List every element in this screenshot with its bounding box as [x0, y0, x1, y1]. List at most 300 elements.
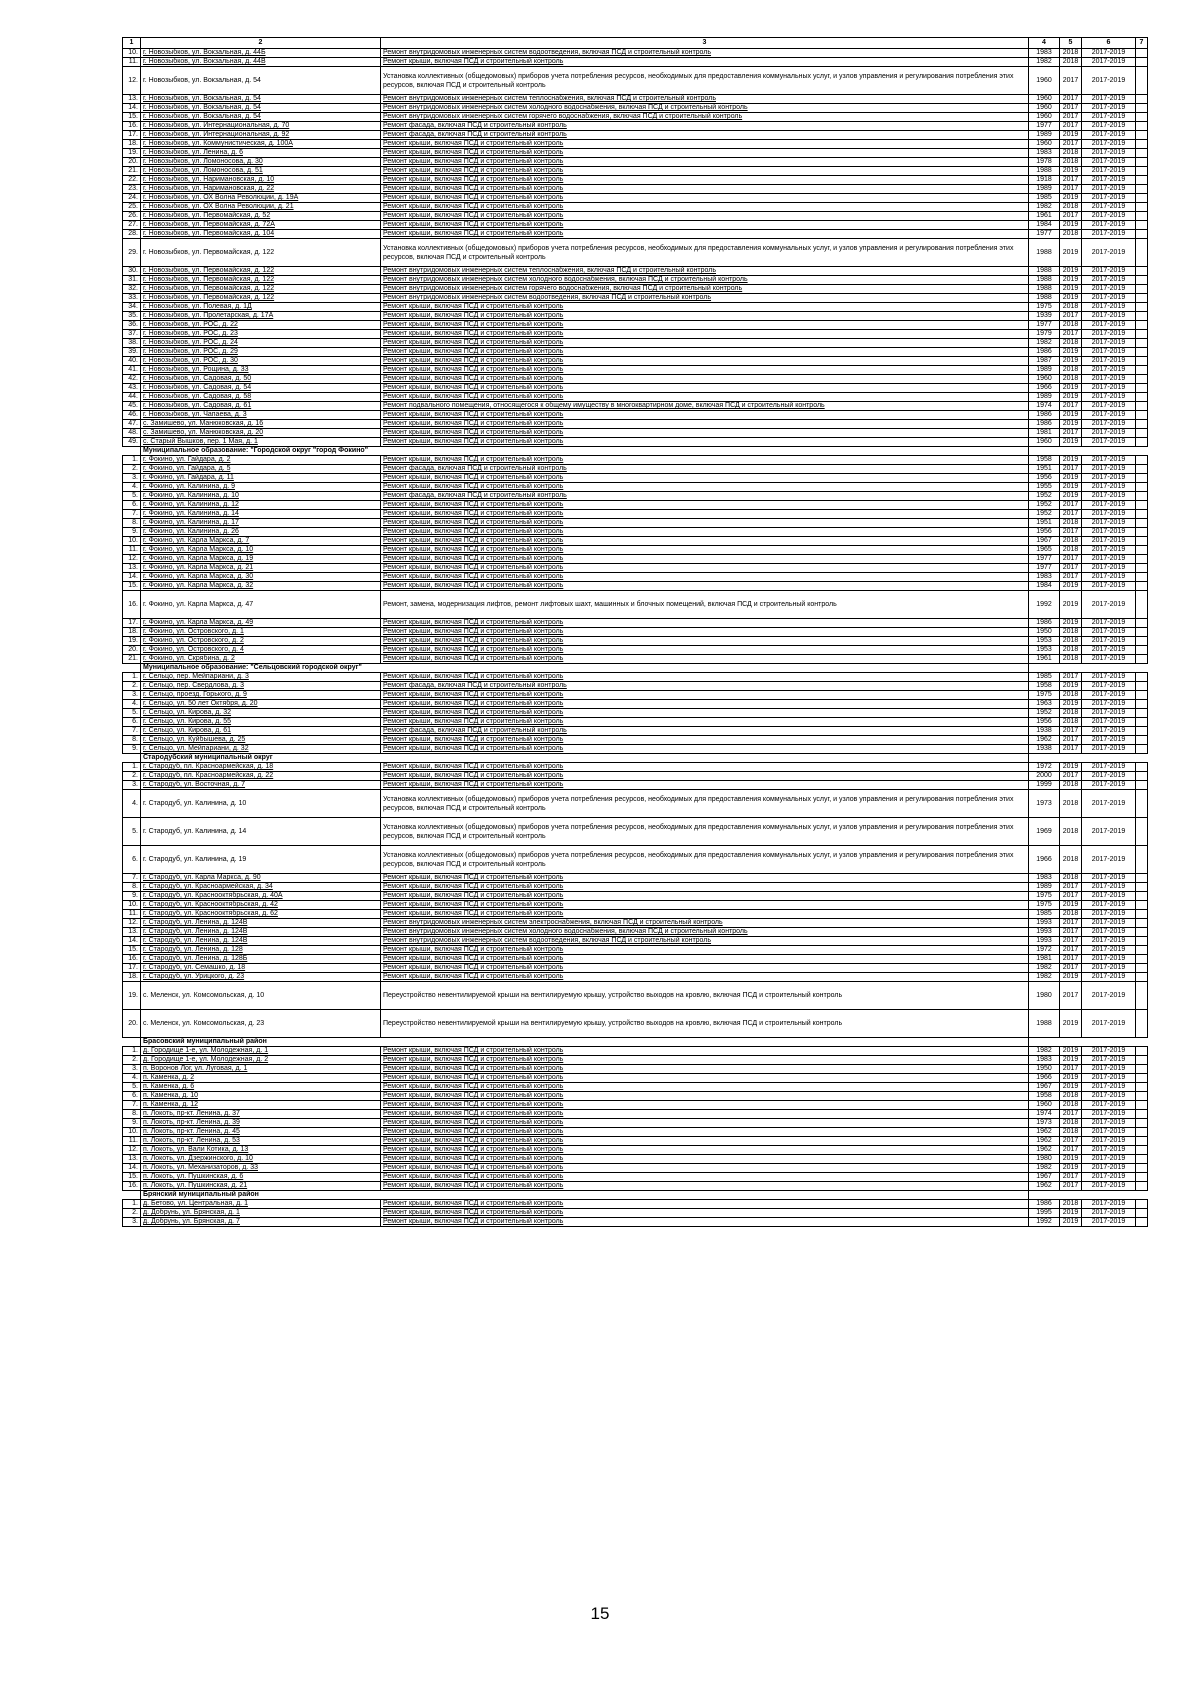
table-row — [123, 537, 1148, 546]
plan-year-cell: 2017 — [1060, 95, 1082, 104]
period-cell: 2017-2019 — [1082, 203, 1136, 212]
period-cell: 2017-2019 — [1082, 964, 1136, 973]
period-cell: 2017-2019 — [1082, 411, 1136, 420]
plan-year-cell: 2017 — [1060, 982, 1082, 1010]
build-year-cell: 1975 — [1029, 303, 1060, 312]
build-year-cell: 1988 — [1029, 285, 1060, 294]
empty-cell — [1136, 537, 1148, 546]
table-row — [123, 582, 1148, 591]
address-cell: г. Новозыбков, ул. ОХ Волна Революции, д. 21 — [141, 203, 381, 212]
empty-cell — [1136, 285, 1148, 294]
row-number: 14. — [123, 937, 141, 946]
period-cell: 2017-2019 — [1082, 501, 1136, 510]
work-type-cell: Ремонт крыши, включая ПСД и строительный контроль — [381, 1137, 1029, 1146]
work-type-cell: Установка коллективных (общедомовых) приборов учета потребления ресурсов, необходимых для предоставления коммунальных услуг, и узлов управления и регулирования потребления этих ресурсов, включая ПСД и строительный контроль — [381, 790, 1029, 818]
period-cell: 2017-2019 — [1082, 185, 1136, 194]
address-cell: г. Стародуб, ул. Краснооктябрьская, д. 42 — [141, 901, 381, 910]
table-row — [123, 122, 1148, 131]
row-number: 23. — [123, 185, 141, 194]
build-year-cell: 1988 — [1029, 239, 1060, 267]
address-cell: п. Локоть, пр-кт. Ленина, д. 45 — [141, 1128, 381, 1137]
work-type-cell: Ремонт крыши, включая ПСД и строительный контроль — [381, 555, 1029, 564]
empty-cell — [1136, 528, 1148, 537]
table-row — [123, 158, 1148, 167]
address-cell: г. Сельцо, ул. Кирова, д. 55 — [141, 718, 381, 727]
address-cell: г. Новозыбков, ул. Первомайская, д. 52 — [141, 212, 381, 221]
table-row — [123, 1101, 1148, 1110]
address-cell: г. Новозыбков, ул. Первомайская, д. 122 — [141, 294, 381, 303]
address-cell: г. Новозыбков, ул. Наримановская, д. 10 — [141, 176, 381, 185]
row-number: 5. — [123, 1083, 141, 1092]
empty-cell — [1136, 167, 1148, 176]
work-type-cell: Ремонт крыши, включая ПСД и строительный контроль — [381, 303, 1029, 312]
row-number: 10. — [123, 1128, 141, 1137]
table-row — [123, 528, 1148, 537]
row-number: 17. — [123, 964, 141, 973]
plan-year-cell: 2017 — [1060, 140, 1082, 149]
address-cell: г. Новозыбков, ул. ОХ Волна Революции, д. 19А — [141, 194, 381, 203]
build-year-cell: 1983 — [1029, 149, 1060, 158]
period-cell: 2017-2019 — [1082, 763, 1136, 772]
period-cell: 2017-2019 — [1082, 366, 1136, 375]
address-cell: г. Новозыбков, ул. Первомайская, д. 72А — [141, 221, 381, 230]
build-year-cell: 1984 — [1029, 582, 1060, 591]
empty-cell — [1136, 846, 1148, 874]
row-number: 7. — [123, 727, 141, 736]
build-year-cell: 1967 — [1029, 1173, 1060, 1182]
table-row — [123, 1074, 1148, 1083]
address-cell: г. Новозыбков, ул. Первомайская, д. 104 — [141, 230, 381, 239]
period-cell: 2017-2019 — [1082, 483, 1136, 492]
table-row — [123, 420, 1148, 429]
period-cell: 2017-2019 — [1082, 727, 1136, 736]
row-number: 20. — [123, 158, 141, 167]
table-row — [123, 176, 1148, 185]
plan-year-cell: 2017 — [1060, 1110, 1082, 1119]
build-year-cell: 1961 — [1029, 655, 1060, 664]
row-number: 16. — [123, 1182, 141, 1191]
plan-year-cell: 2018 — [1060, 1200, 1082, 1209]
table-row — [123, 736, 1148, 745]
plan-year-cell: 2018 — [1060, 818, 1082, 846]
row-number: 48. — [123, 429, 141, 438]
plan-year-cell: 2018 — [1060, 230, 1082, 239]
build-year-cell: 1981 — [1029, 955, 1060, 964]
address-cell: г. Фокино, ул. Карла Маркса, д. 32 — [141, 582, 381, 591]
empty-cell — [1136, 474, 1148, 483]
table-row — [123, 330, 1148, 339]
period-cell: 2017-2019 — [1082, 194, 1136, 203]
build-year-cell: 1983 — [1029, 1056, 1060, 1065]
address-cell: п. Локоть, ул. Пушкинская, д. 21 — [141, 1182, 381, 1191]
empty-cell — [1136, 883, 1148, 892]
address-cell: г. Стародуб, ул. Ленина, д. 124В — [141, 937, 381, 946]
table-row — [123, 492, 1148, 501]
period-cell: 2017-2019 — [1082, 267, 1136, 276]
empty-cell — [1136, 973, 1148, 982]
period-cell: 2017-2019 — [1082, 901, 1136, 910]
address-cell: г. Стародуб, пл. Красноармейская, д. 22 — [141, 772, 381, 781]
period-cell: 2017-2019 — [1082, 438, 1136, 447]
row-number: 16. — [123, 122, 141, 131]
row-number: 38. — [123, 339, 141, 348]
address-cell: г. Новозыбков, ул. Вокзальная, д. 54 — [141, 113, 381, 122]
work-type-cell: Ремонт фасада, включая ПСД и строительный контроль — [381, 682, 1029, 691]
section-title: Брасовский муниципальный район — [141, 1038, 1029, 1047]
address-cell: г. Фокино, ул. Скрябина, д. 2 — [141, 655, 381, 664]
build-year-cell: 1960 — [1029, 375, 1060, 384]
table-row — [123, 221, 1148, 230]
work-type-cell: Ремонт крыши, включая ПСД и строительный контроль — [381, 510, 1029, 519]
table-row — [123, 964, 1148, 973]
build-year-cell: 1986 — [1029, 1200, 1060, 1209]
address-cell: г. Новозыбков, ул. Ленина, д. 6 — [141, 149, 381, 158]
empty-cell — [1136, 564, 1148, 573]
build-year-cell: 2000 — [1029, 772, 1060, 781]
empty-cell — [1136, 628, 1148, 637]
period-cell: 2017-2019 — [1082, 745, 1136, 754]
row-number: 13. — [123, 95, 141, 104]
row-number: 28. — [123, 230, 141, 239]
plan-year-cell: 2019 — [1060, 239, 1082, 267]
period-cell: 2017-2019 — [1082, 1182, 1136, 1191]
work-type-cell: Установка коллективных (общедомовых) приборов учета потребления ресурсов, необходимых для предоставления коммунальных услуг, и узлов управления и регулирования потребления этих ресурсов, включая ПСД и строительный контроль — [381, 846, 1029, 874]
period-cell: 2017-2019 — [1082, 790, 1136, 818]
period-cell: 2017-2019 — [1082, 682, 1136, 691]
build-year-cell: 1979 — [1029, 330, 1060, 339]
address-cell: г. Фокино, ул. Калинина, д. 26 — [141, 528, 381, 537]
row-number: 1. — [123, 1047, 141, 1056]
header-cell: 5 — [1060, 38, 1082, 49]
plan-year-cell: 2017 — [1060, 928, 1082, 937]
period-cell: 2017-2019 — [1082, 276, 1136, 285]
plan-year-cell: 2018 — [1060, 519, 1082, 528]
table-row — [123, 366, 1148, 375]
address-cell: г. Новозыбков, ул. Интернациональная, д. 92 — [141, 131, 381, 140]
build-year-cell: 1980 — [1029, 1155, 1060, 1164]
table-row — [123, 483, 1148, 492]
work-type-cell: Ремонт крыши, включая ПСД и строительный контроль — [381, 158, 1029, 167]
row-number: 24. — [123, 194, 141, 203]
period-cell: 2017-2019 — [1082, 465, 1136, 474]
table-row — [123, 49, 1148, 58]
plan-year-cell: 2017 — [1060, 555, 1082, 564]
plan-year-cell: 2019 — [1060, 763, 1082, 772]
table-row — [123, 982, 1148, 1010]
work-type-cell: Ремонт крыши, включая ПСД и строительный контроль — [381, 700, 1029, 709]
header-cell: 4 — [1029, 38, 1060, 49]
work-type-cell: Ремонт крыши, включая ПСД и строительный контроль — [381, 212, 1029, 221]
plan-year-cell: 2017 — [1060, 429, 1082, 438]
empty-cell — [1136, 303, 1148, 312]
row-number: 9. — [123, 528, 141, 537]
work-type-cell: Ремонт крыши, включая ПСД и строительный контроль — [381, 474, 1029, 483]
table-row — [123, 772, 1148, 781]
plan-year-cell: 2017 — [1060, 104, 1082, 113]
table-row — [123, 294, 1148, 303]
plan-year-cell: 2018 — [1060, 303, 1082, 312]
period-cell: 2017-2019 — [1082, 718, 1136, 727]
plan-year-cell: 2019 — [1060, 1083, 1082, 1092]
work-type-cell: Ремонт фасада, включая ПСД и строительный контроль — [381, 131, 1029, 140]
empty-cell — [1136, 1101, 1148, 1110]
work-type-cell: Ремонт внутридомовых инженерных систем холодного водоснабжения, включая ПСД и строительный контроль — [381, 104, 1029, 113]
table-row — [123, 519, 1148, 528]
period-cell: 2017-2019 — [1082, 709, 1136, 718]
empty-cell — [1136, 1010, 1148, 1038]
work-type-cell: Ремонт крыши, включая ПСД и строительный контроль — [381, 393, 1029, 402]
empty-cell — [1136, 1137, 1148, 1146]
build-year-cell: 1939 — [1029, 312, 1060, 321]
build-year-cell: 1978 — [1029, 158, 1060, 167]
build-year-cell: 1938 — [1029, 727, 1060, 736]
empty-cell — [1136, 176, 1148, 185]
period-cell: 2017-2019 — [1082, 1137, 1136, 1146]
table-row — [123, 700, 1148, 709]
plan-year-cell: 2019 — [1060, 411, 1082, 420]
row-number: 16. — [123, 955, 141, 964]
work-type-cell: Ремонт внутридомовых инженерных систем холодного водоснабжения, включая ПСД и строительный контроль — [381, 276, 1029, 285]
plan-year-cell: 2017 — [1060, 528, 1082, 537]
row-number: 16. — [123, 591, 141, 619]
address-cell: г. Новозыбков, ул. Полевая, д. 1Д — [141, 303, 381, 312]
table-row — [123, 113, 1148, 122]
section-spacer-cell — [1029, 447, 1148, 456]
period-cell: 2017-2019 — [1082, 474, 1136, 483]
period-cell: 2017-2019 — [1082, 564, 1136, 573]
work-type-cell: Ремонт крыши, включая ПСД и строительный контроль — [381, 230, 1029, 239]
table-row — [123, 1010, 1148, 1038]
period-cell: 2017-2019 — [1082, 140, 1136, 149]
empty-cell — [1136, 619, 1148, 628]
address-cell: г. Новозыбков, ул. Первомайская, д. 122 — [141, 276, 381, 285]
build-year-cell: 1982 — [1029, 964, 1060, 973]
period-cell: 2017-2019 — [1082, 519, 1136, 528]
build-year-cell: 1951 — [1029, 519, 1060, 528]
table-row — [123, 682, 1148, 691]
row-number: 21. — [123, 167, 141, 176]
period-cell: 2017-2019 — [1082, 928, 1136, 937]
work-type-cell: Ремонт крыши, включая ПСД и строительный контроль — [381, 1065, 1029, 1074]
table-row — [123, 646, 1148, 655]
empty-cell — [1136, 384, 1148, 393]
address-cell: д. Добрунь, ул. Брянская, д. 7 — [141, 1218, 381, 1227]
empty-cell — [1136, 230, 1148, 239]
table-row — [123, 456, 1148, 465]
table-row — [123, 919, 1148, 928]
section-spacer-cell — [123, 1191, 141, 1200]
work-type-cell: Ремонт крыши, включая ПСД и строительный контроль — [381, 564, 1029, 573]
period-cell: 2017-2019 — [1082, 1047, 1136, 1056]
plan-year-cell: 2017 — [1060, 964, 1082, 973]
table-row — [123, 591, 1148, 619]
address-cell: г. Новозыбков, ул. РОС, д. 22 — [141, 321, 381, 330]
build-year-cell: 1981 — [1029, 429, 1060, 438]
address-cell: г. Фокино, ул. Калинина, д. 14 — [141, 510, 381, 519]
build-year-cell: 1973 — [1029, 1119, 1060, 1128]
address-cell: г. Фокино, ул. Карла Маркса, д. 30 — [141, 573, 381, 582]
plan-year-cell: 2017 — [1060, 745, 1082, 754]
row-number: 14. — [123, 104, 141, 113]
empty-cell — [1136, 955, 1148, 964]
address-cell: г. Фокино, ул. Карла Маркса, д. 21 — [141, 564, 381, 573]
empty-cell — [1136, 718, 1148, 727]
plan-year-cell: 2017 — [1060, 727, 1082, 736]
address-cell: г. Новозыбков, ул. Ломоносова, д. 30 — [141, 158, 381, 167]
table-row — [123, 285, 1148, 294]
work-type-cell: Ремонт крыши, включая ПСД и строительный контроль — [381, 1182, 1029, 1191]
plan-year-cell: 2018 — [1060, 366, 1082, 375]
build-year-cell: 1950 — [1029, 628, 1060, 637]
address-cell: г. Сельцо, ул. Куйбышева, д. 25 — [141, 736, 381, 745]
build-year-cell: 1980 — [1029, 982, 1060, 1010]
plan-year-cell: 2019 — [1060, 1074, 1082, 1083]
row-number: 4. — [123, 790, 141, 818]
build-year-cell: 1975 — [1029, 691, 1060, 700]
work-type-cell: Ремонт крыши, включая ПСД и строительный контроль — [381, 375, 1029, 384]
period-cell: 2017-2019 — [1082, 619, 1136, 628]
work-type-cell: Ремонт крыши, включая ПСД и строительный контроль — [381, 628, 1029, 637]
work-type-cell: Ремонт крыши, включая ПСД и строительный контроль — [381, 528, 1029, 537]
header-cell: 2 — [141, 38, 381, 49]
table-row — [123, 745, 1148, 754]
table-row — [123, 429, 1148, 438]
row-number: 2. — [123, 682, 141, 691]
address-cell: г. Фокино, ул. Калинина, д. 12 — [141, 501, 381, 510]
plan-year-cell: 2018 — [1060, 1101, 1082, 1110]
work-type-cell: Ремонт подвального помещения, относящегося к общему имуществу в многоквартирном доме, включая ПСД и строительный контроль — [381, 402, 1029, 411]
plan-year-cell: 2018 — [1060, 846, 1082, 874]
work-type-cell: Ремонт фасада, включая ПСД и строительный контроль — [381, 465, 1029, 474]
work-type-cell: Установка коллективных (общедомовых) приборов учета потребления ресурсов, необходимых для предоставления коммунальных услуг, и узлов управления и регулирования потребления этих ресурсов, включая ПСД и строительный контроль — [381, 239, 1029, 267]
row-number: 43. — [123, 384, 141, 393]
row-number: 14. — [123, 573, 141, 582]
plan-year-cell: 2019 — [1060, 294, 1082, 303]
period-cell: 2017-2019 — [1082, 393, 1136, 402]
empty-cell — [1136, 937, 1148, 946]
table-row — [123, 501, 1148, 510]
plan-year-cell: 2017 — [1060, 67, 1082, 95]
plan-year-cell: 2017 — [1060, 510, 1082, 519]
work-type-cell: Ремонт крыши, включая ПСД и строительный контроль — [381, 955, 1029, 964]
address-cell: с. Замишево, ул. Манюковская, д. 16 — [141, 420, 381, 429]
work-type-cell: Ремонт крыши, включая ПСД и строительный контроль — [381, 384, 1029, 393]
empty-cell — [1136, 1218, 1148, 1227]
row-number: 30. — [123, 267, 141, 276]
row-number: 2. — [123, 465, 141, 474]
table-row — [123, 928, 1148, 937]
build-year-cell: 1961 — [1029, 212, 1060, 221]
empty-cell — [1136, 892, 1148, 901]
table-row — [123, 619, 1148, 628]
empty-cell — [1136, 1209, 1148, 1218]
period-cell: 2017-2019 — [1082, 1074, 1136, 1083]
plan-year-cell: 2018 — [1060, 628, 1082, 637]
work-type-cell: Ремонт крыши, включая ПСД и строительный контроль — [381, 1146, 1029, 1155]
address-cell: п. Локоть, пр-кт. Ленина, д. 39 — [141, 1119, 381, 1128]
table-row — [123, 1200, 1148, 1209]
period-cell: 2017-2019 — [1082, 892, 1136, 901]
address-cell: с. Меленск, ул. Комсомольская, д. 23 — [141, 1010, 381, 1038]
table-row — [123, 727, 1148, 736]
work-type-cell: Ремонт крыши, включая ПСД и строительный контроль — [381, 339, 1029, 348]
table-row — [123, 655, 1148, 664]
address-cell: г. Сельцо, проезд. Горького, д. 9 — [141, 691, 381, 700]
table-row — [123, 67, 1148, 95]
period-cell: 2017-2019 — [1082, 700, 1136, 709]
empty-cell — [1136, 95, 1148, 104]
row-number: 20. — [123, 646, 141, 655]
table-row — [123, 1173, 1148, 1182]
period-cell: 2017-2019 — [1082, 919, 1136, 928]
address-cell: г. Новозыбков, ул. РОС, д. 23 — [141, 330, 381, 339]
period-cell: 2017-2019 — [1082, 1101, 1136, 1110]
table-row — [123, 892, 1148, 901]
build-year-cell: 1960 — [1029, 140, 1060, 149]
empty-cell — [1136, 1155, 1148, 1164]
plan-year-cell: 2019 — [1060, 682, 1082, 691]
build-year-cell: 1956 — [1029, 528, 1060, 537]
empty-cell — [1136, 294, 1148, 303]
row-number: 18. — [123, 628, 141, 637]
table-row — [123, 1146, 1148, 1155]
table-row — [123, 628, 1148, 637]
address-cell: г. Новозыбков, ул. Интернациональная, д. 70 — [141, 122, 381, 131]
section-spacer-cell — [123, 1038, 141, 1047]
row-number: 35. — [123, 312, 141, 321]
address-cell: г. Стародуб, ул. Урицкого, д. 23 — [141, 973, 381, 982]
period-cell: 2017-2019 — [1082, 176, 1136, 185]
row-number: 15. — [123, 946, 141, 955]
work-type-cell: Ремонт крыши, включая ПСД и строительный контроль — [381, 1218, 1029, 1227]
work-type-cell: Ремонт крыши, включая ПСД и строительный контроль — [381, 438, 1029, 447]
table-row — [123, 874, 1148, 883]
table-row — [123, 104, 1148, 113]
empty-cell — [1136, 818, 1148, 846]
plan-year-cell: 2017 — [1060, 955, 1082, 964]
empty-cell — [1136, 140, 1148, 149]
address-cell: г. Новозыбков, ул. РОС, д. 30 — [141, 357, 381, 366]
address-cell: п. Каменка, д. 10 — [141, 1092, 381, 1101]
period-cell: 2017-2019 — [1082, 294, 1136, 303]
table-row — [123, 1155, 1148, 1164]
empty-cell — [1136, 375, 1148, 384]
work-type-cell: Ремонт крыши, включая ПСД и строительный контроль — [381, 194, 1029, 203]
plan-year-cell: 2019 — [1060, 1164, 1082, 1173]
table-row — [123, 846, 1148, 874]
plan-year-cell: 2017 — [1060, 185, 1082, 194]
address-cell: г. Фокино, ул. Островского, д. 4 — [141, 646, 381, 655]
empty-cell — [1136, 928, 1148, 937]
section-spacer-cell — [123, 447, 141, 456]
plan-year-cell: 2019 — [1060, 285, 1082, 294]
empty-cell — [1136, 239, 1148, 267]
period-cell: 2017-2019 — [1082, 910, 1136, 919]
section-header-row — [123, 1191, 1148, 1200]
row-number: 42. — [123, 375, 141, 384]
work-type-cell: Ремонт внутридомовых инженерных систем горячего водоснабжения, включая ПСД и строительный контроль — [381, 113, 1029, 122]
table-row — [123, 910, 1148, 919]
build-year-cell: 1969 — [1029, 818, 1060, 846]
table-row — [123, 321, 1148, 330]
build-year-cell: 1960 — [1029, 67, 1060, 95]
row-number: 10. — [123, 49, 141, 58]
work-type-cell: Ремонт внутридомовых инженерных систем водоотведения, включая ПСД и строительный контроль — [381, 937, 1029, 946]
period-cell: 2017-2019 — [1082, 846, 1136, 874]
plan-year-cell: 2019 — [1060, 267, 1082, 276]
plan-year-cell: 2019 — [1060, 420, 1082, 429]
address-cell: г. Фокино, ул. Карла Маркса, д. 7 — [141, 537, 381, 546]
